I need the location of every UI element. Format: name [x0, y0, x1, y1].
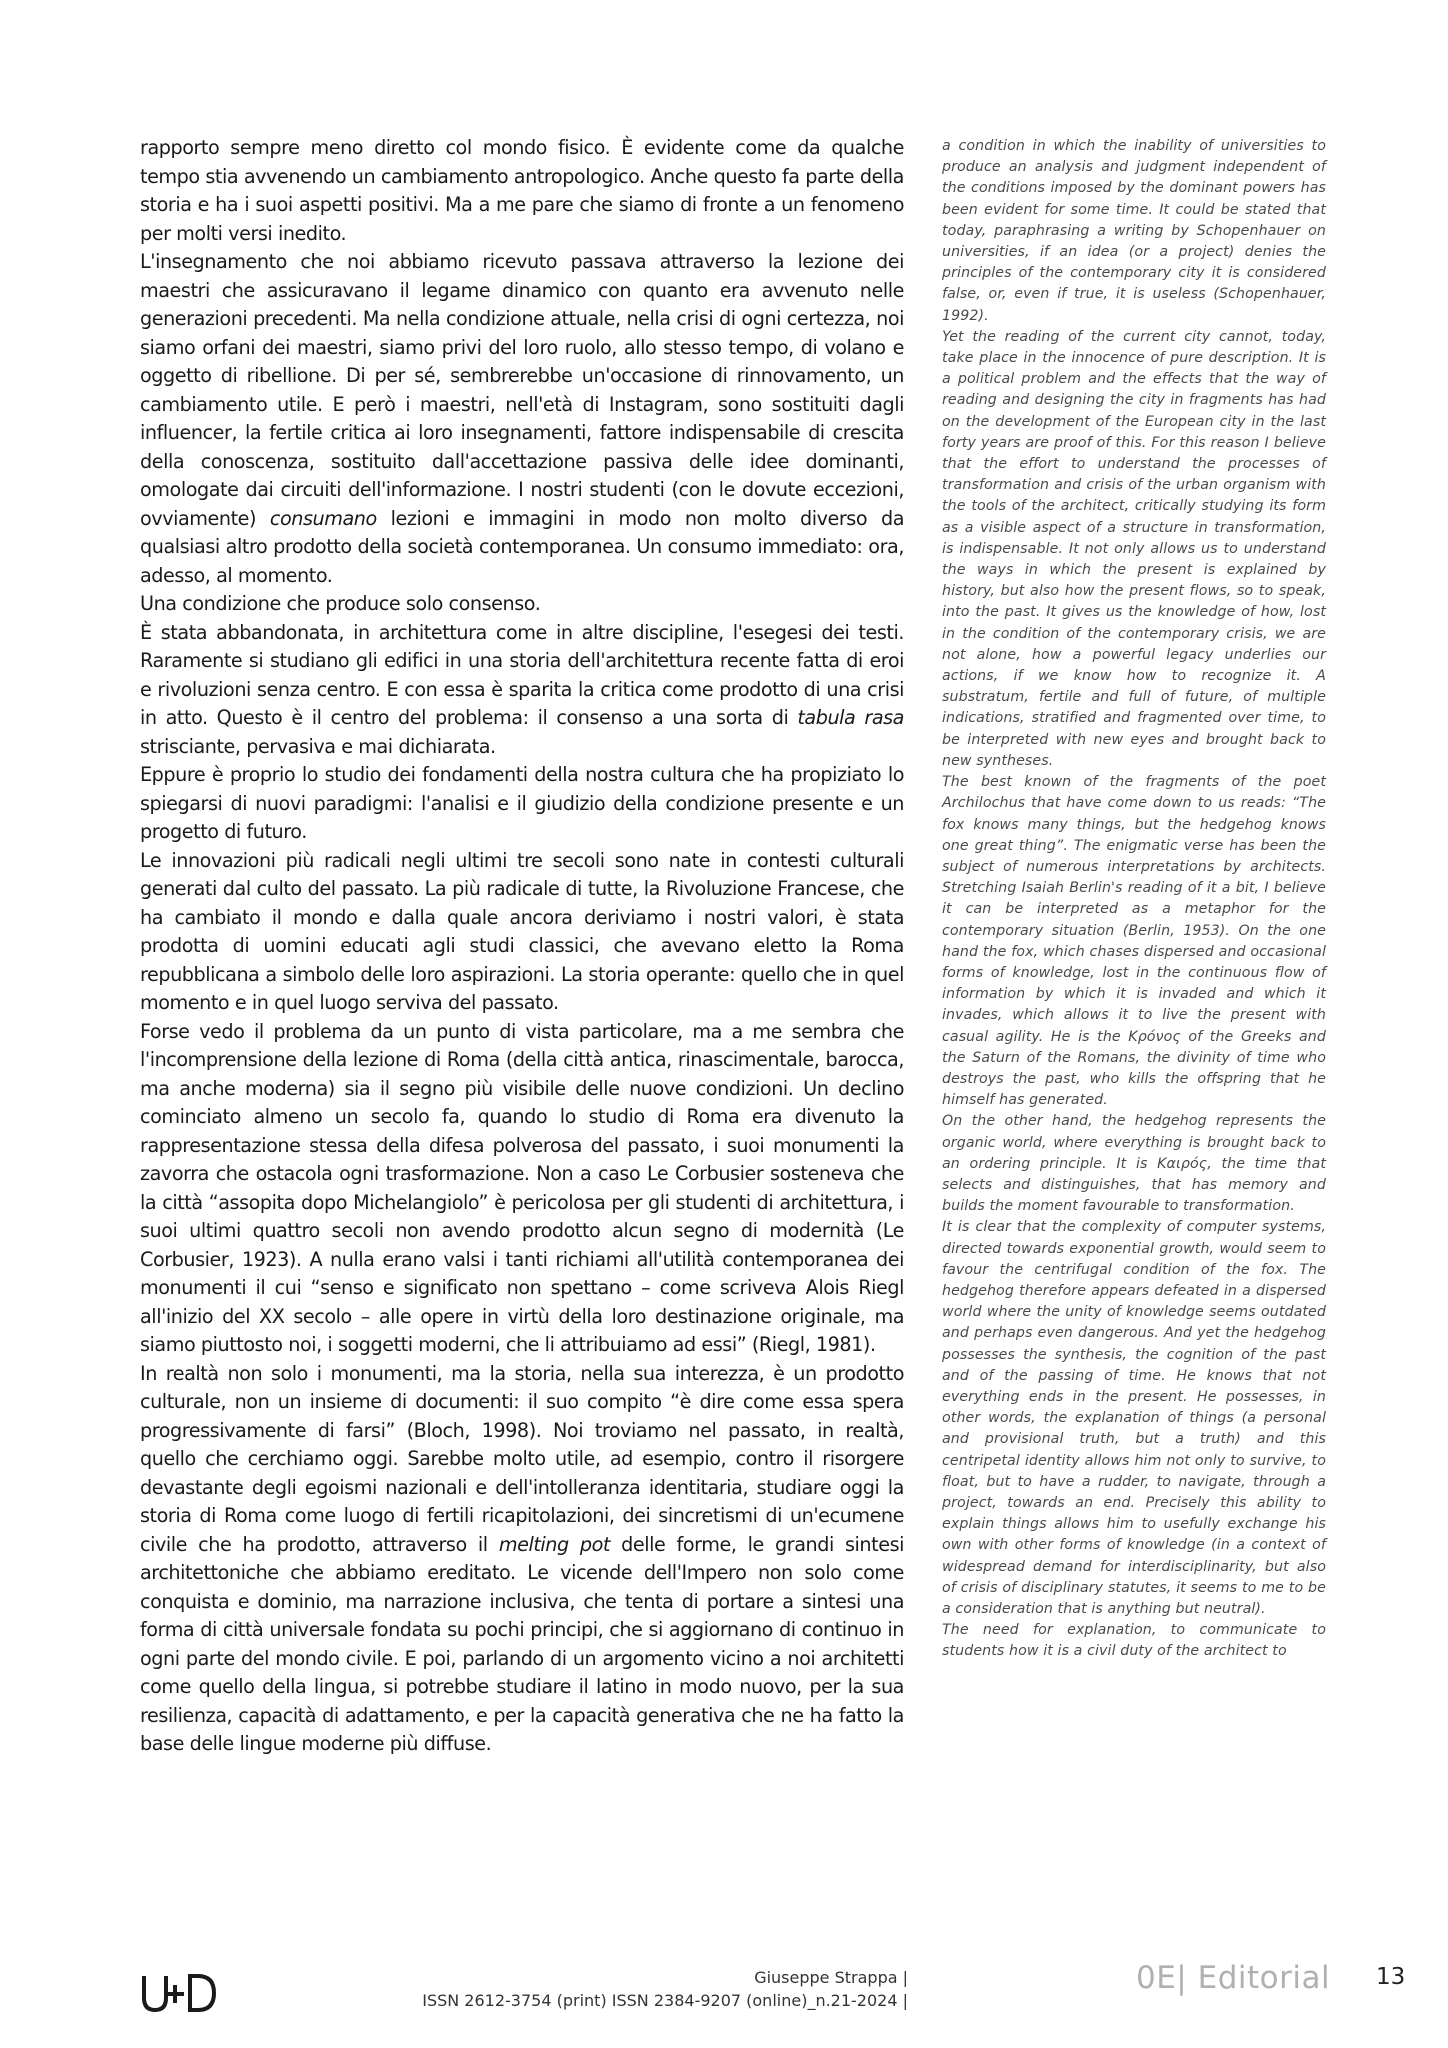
- main-paragraph-8: In realtà non solo i monumenti, ma la storia, nella sua interezza, è un prodotto culturale, non un insieme di documenti: il suo compito “è dire come essa spera progressivamente di farsi” (Bloch, 1998). Noi troviamo nel passato, in realtà, quello che cerchiamo oggi. Sarebbe molto utile, ad esempio, contro il risorgere devastante degli egoismi nazionali e dell'intolleranza identitaria, studiare oggi la storia di Roma come luogo di fertili ricapitolazioni, dei sincretismi di un'ecumene civile che ha prodotto, attraverso il melting pot delle forme, le grandi sintesi architettoniche che abbiamo ereditato. Le vicende dell'Impero non solo come conquista e dominio, ma narrazione inclusiva, che tenta di portare a sintesi una forma di città universale fondata su pochi principi, che si aggiornano di continuo in ogni parte del mondo civile. E poi, parlando di un argomento vicino a noi architetti come quello della lingua, si potrebbe studiare il latino in modo nuovo, per la sua resilienza, capacità di adattamento, e per la capacità generativa che ne ha fatto la base delle lingue moderne più diffuse.: [140, 1361, 904, 1755]
- english-translation-column: [942, 136, 1326, 1663]
- author-name: Giuseppe Strappa |: [754, 1968, 908, 1987]
- footer-citation: [422, 1966, 908, 2012]
- issn-line: ISSN 2612-3754 (print) ISSN 2384-9207 (online)_n.21-2024 |: [422, 1991, 908, 2010]
- side-paragraph-4: On the other hand, the hedgehog represents the organic world, where everything is brought back to an ordering principle. It is Καιρός, the time that selects and distinguishes, that has memory and builds the moment favourable to transformation.: [942, 1113, 1326, 1215]
- main-paragraph-5: Eppure è proprio lo studio dei fondamenti della nostra cultura che ha propiziato lo spiegarsi di nuovi paradigmi: l'analisi e il giudizio della condizione presente e un progetto di futuro.: [140, 763, 904, 843]
- main-paragraph-1: rapporto sempre meno diretto col mondo fisico. È evidente come da qualche tempo stia avvenendo un cambiamento antropologico. Anche questo fa parte della storia e ha i suoi aspetti positivi. Ma a me pare che siamo di fronte a un fenomeno per molti versi inedito.: [140, 136, 904, 245]
- side-paragraph-5: It is clear that the complexity of computer systems, directed towards exponential growth, would seem to favour the centrifugal condition of the fox. The hedgehog therefore appears defeated in a dispersed world where the unity of knowledge seems outdated and perhaps even dangerous. And yet the hedgehog possesses the synthesis, the cognition of the past and of the passing of time. He knows that not everything ends in the present. He possesses, in other words, the explanation of things (a personal and provisional truth, but a truth) and this centripetal identity allows him not only to survive, to float, but to have a rudder, to navigate, through a project, towards an end. Precisely this ability to explain things allows him to usefully exchange his own with other forms of knowledge (in a context of widespread demand for interdisciplinarity, but also of crisis of disciplinary statutes, it seems to me to be a consideration that is anything but neutral).: [942, 1219, 1326, 1618]
- main-paragraph-6: Le innovazioni più radicali negli ultimi tre secoli sono nate in contesti culturali generati dal culto del passato. La più radicale di tutte, la Rivoluzione Francese, che ha cambiato il mondo e dalla quale ancora deriviamo i nostri valori, è stata prodotta di uomini educati agli studi classici, che avevano eletto la Roma repubblicana a simbolo delle loro aspirazioni. La storia operante: quello che in quel momento e in quel luogo serviva del passato.: [140, 848, 904, 1014]
- main-paragraph-3: Una condizione che produce solo consenso.: [140, 592, 541, 615]
- journal-logo: [140, 1970, 220, 2016]
- side-paragraph-3: The best known of the fragments of the poet Archilochus that have come down to us reads: “The fox knows many things, but the hedgehog knows one great thing”. The enigmatic verse has been the subject of numerous interpretations by architects. Stretching Isaiah Berlin's reading of it a bit, I believe it can be interpreted as a metaphor for the contemporary situation (Berlin, 1953). On the one hand the fox, which chases dispersed and occasional forms of knowledge, lost in the continuous flow of information by which it is invaded and which it invades, which allows it to live the present with casual agility. He is the Κρόνος of the Greeks and the Saturn of the Romans, the divinity of time who destroys the past, who kills the offspring that he himself has generated.: [942, 774, 1326, 1109]
- main-paragraph-4: È stata abbandonata, in architettura come in altre discipline, l'esegesi dei testi. Raramente si studiano gli edifici in una storia dell'architettura recente fatta di eroi e rivoluzioni senza centro. E con essa è sparita la critica come prodotto di una crisi in atto. Questo è il centro del problema: il consenso a una sorta di tabula rasa strisciante, pervasiva e mai dichiarata.: [140, 620, 904, 758]
- page-number: 13: [1376, 1964, 1406, 1990]
- main-text-column: [140, 134, 904, 1759]
- side-paragraph-6: The need for explanation, to communicate to students how it is a civil duty of the architect to: [942, 1622, 1326, 1660]
- main-paragraph-2: L'insegnamento che noi abbiamo ricevuto passava attraverso la lezione dei maestri che assicuravano il legame dinamico con quanto era avvenuto nelle generazioni precedenti. Ma nella condizione attuale, nella crisi di ogni certezza, noi siamo orfani dei maestri, siamo privi del loro ruolo, allo stesso tempo, di volano e oggetto di ribellione. Di per sé, sembrerebbe un'occasione di rinnovamento, un cambiamento utile. E però i maestri, nell'età di Instagram, sono sostituiti dagli influencer, la fertile critica ai loro insegnamenti, fattore indispensabile di crescita della conoscenza, sostituito dall'accettazione passiva delle idee dominanti, omologate dai circuiti dell'informazione. I nostri studenti (con le dovute eccezioni, ovviamente) consumano lezioni e immagini in modo non molto diverso da qualsiasi altro prodotto della società contemporanea. Un consumo immediato: ora, adesso, al momento.: [140, 250, 904, 587]
- section-label: 0E| Editorial: [1136, 1960, 1331, 1996]
- side-paragraph-1: a condition in which the inability of universities to produce an analysis and judgment independent of the conditions imposed by the dominant powers has been evident for some time. It could be stated that today, paraphrasing a writing by Schopenhauer on universities, if an idea (or a project) denies the principles of the contemporary city it is considered false, or, even if true, it is useless (Schopenhauer, 1992).: [942, 138, 1326, 324]
- side-paragraph-2: Yet the reading of the current city cannot, today, take place in the innocence of pure description. It is a political problem and the effects that the way of reading and designing the city in fragments has had on the development of the European city in the last forty years are proof of this. For this reason I believe that the effort to understand the processes of transformation and crisis of the urban organism with the tools of the architect, critically studying its form as a visible aspect of a structure in transformation, is indispensable. It not only allows us to understand the ways in which the present is explained by history, but also how the present flows, so to speak, into the past. It gives us the knowledge of how, lost in the condition of the contemporary crisis, we are not alone, how a powerful legacy underlies our actions, if we know how to recognize it. A substratum, fertile and full of future, of multiple indications, stratified and fragmented over time, to be interpreted with new eyes and brought back to new syntheses.: [942, 328, 1326, 769]
- main-paragraph-7: Forse vedo il problema da un punto di vista particolare, ma a me sembra che l'incomprensione della lezione di Roma (della città antica, rinascimentale, barocca, ma anche moderna) sia il segno più visibile delle nuove condizioni. Un declino cominciato almeno un secolo fa, quando lo studio di Roma era divenuto la rappresentazione stessa della difesa polverosa del passato, i suoi monumenti la zavorra che ostacola ogni trasformazione. Non a caso Le Corbusier sosteneva che la città “assopita dopo Michelangiolo” è pericolosa per gli studenti di architettura, i suoi ultimi quattro secoli non avendo prodotto alcun segno di modernità (Le Corbusier, 1923). A nulla erano valsi i tanti richiami all'utilità contemporanea dei monumenti il cui “senso e significato non spettano – come scriveva Alois Riegl all'inizio del XX secolo – alle opere in virtù della loro destinazione originale, ma siamo piuttosto noi, i soggetti moderni, che li attribuiamo ad essi” (Riegl, 1981).: [140, 1019, 904, 1356]
